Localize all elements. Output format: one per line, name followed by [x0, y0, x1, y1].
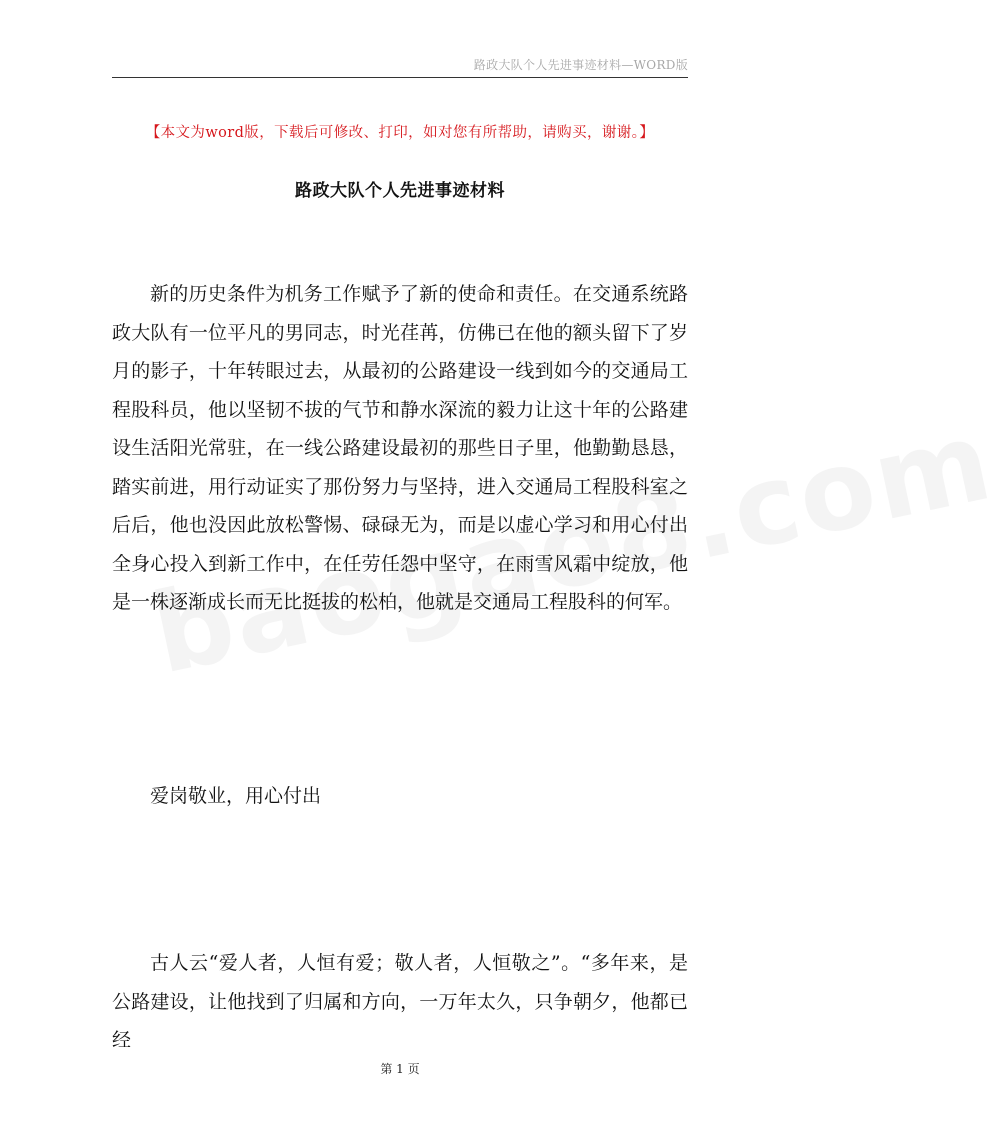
body-paragraph-1: 新的历史条件为机务工作赋予了新的使命和责任。在交通系统路政大队有一位平凡的男同志，时光荏苒，仿佛已在他的额头留下了岁月的影子，十年转眼过去，从最初的公路建设一线到如今的交通局工程股科员，他以坚韧不拔的气节和静水深流的毅力让这十年的公路建设生活阳光常驻，在一线公路建设最初的那些日子里，他勤勤恳恳，踏实前进，用行动证实了那份努力与坚持，进入交通局工程股科室之后后，他也没因此放松警惕、碌碌无为，而是以虚心学习和用心付出全身心投入到新工作中，在任劳任怨中坚守，在雨雪风霜中绽放，他是一株逐渐成长而无比挺拔的松柏，他就是交通局工程股科的何军。: [112, 283, 688, 613]
purchase-notice: 【本文为word版，下载后可修改、打印，如对您有所帮助，请购买，谢谢。】: [145, 125, 655, 141]
header-divider: [112, 77, 688, 78]
section-heading: 爱岗敬业，用心付出: [150, 785, 322, 807]
page-number: 第 1 页: [380, 1062, 420, 1076]
document-title: 路政大队个人先进事迹材料: [295, 181, 505, 201]
page-header-title: 路政大队个人先进事迹材料—WORD版: [473, 58, 688, 72]
body-paragraph-2: 古人云“爱人者，人恒有爱；敬人者，人恒敬之”。“多年来，是公路建设，让他找到了归属和方向，一万年太久，只争朝夕，他都已经: [112, 952, 688, 1051]
